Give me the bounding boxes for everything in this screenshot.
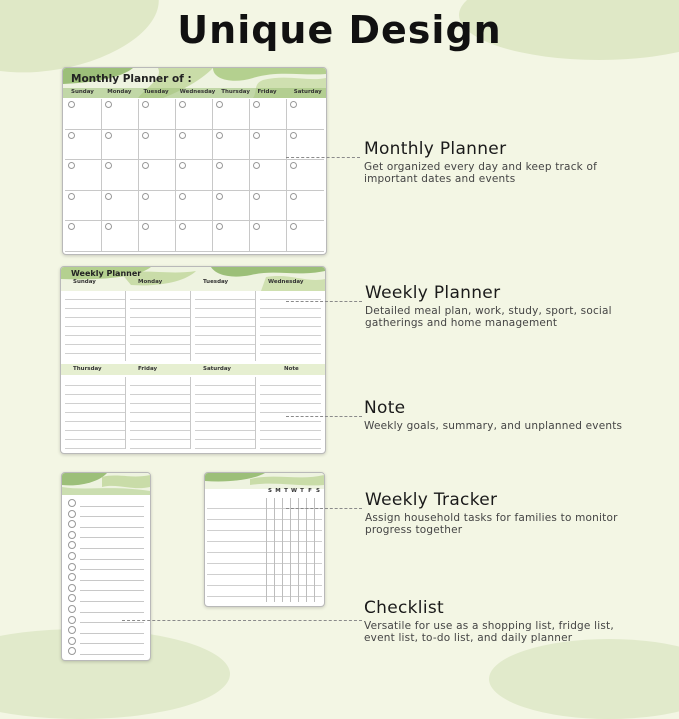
calendar-cell — [65, 191, 102, 222]
calendar-cell — [250, 160, 287, 191]
day-label: Monday — [107, 89, 132, 95]
calendar-cell — [213, 191, 250, 222]
checklist-row — [66, 614, 144, 625]
feature-monthly-planner — [364, 139, 664, 185]
calendar-cell — [250, 99, 287, 130]
checklist-row — [66, 550, 144, 561]
day-label: T — [300, 488, 304, 494]
leader-line — [286, 301, 362, 302]
day-label: S — [268, 488, 272, 494]
day-label: Sunday — [71, 89, 94, 95]
day-label: F — [308, 488, 312, 494]
green-wave-header — [62, 473, 150, 495]
day-label: Friday — [138, 366, 158, 372]
calendar-cell — [102, 99, 139, 130]
feature-title: Weekly Tracker — [365, 490, 498, 510]
calendar-cell — [65, 99, 102, 130]
lined-column — [130, 377, 191, 449]
day-label: Thursday — [221, 89, 250, 95]
calendar-cell — [213, 130, 250, 161]
monthly-planner-card — [62, 67, 327, 255]
feature-description: Weekly goals, summary, and unplanned events — [364, 420, 623, 432]
calendar-cell — [176, 130, 213, 161]
weekly-top-columns — [63, 291, 323, 361]
checklist-row — [66, 539, 144, 550]
calendar-cell — [287, 99, 324, 130]
calendar-cell — [102, 221, 139, 252]
calendar-cell — [287, 191, 324, 222]
lined-column — [195, 291, 256, 361]
calendar-cell — [213, 160, 250, 191]
weekly-top-day-headers — [63, 279, 323, 287]
leader-line — [286, 157, 360, 158]
feature-weekly-tracker — [365, 490, 665, 536]
day-label: Wednesday — [179, 89, 216, 95]
leader-line — [286, 508, 362, 509]
monthly-planner-title: Monthly Planner of : — [71, 73, 192, 85]
calendar-cell — [250, 191, 287, 222]
leader-line — [286, 416, 362, 417]
tracker-grid — [207, 498, 322, 602]
calendar-cell — [139, 221, 176, 252]
calendar-cell — [287, 130, 324, 161]
calendar-cell — [287, 221, 324, 252]
calendar-cell — [250, 221, 287, 252]
day-label: M — [275, 488, 281, 494]
calendar-cell — [65, 130, 102, 161]
calendar-cell — [176, 191, 213, 222]
tracker-day-headers — [266, 488, 322, 496]
calendar-cell — [65, 160, 102, 191]
green-wave-header — [205, 473, 324, 489]
calendar-cell — [176, 99, 213, 130]
monthly-day-headers — [65, 89, 324, 97]
checklist-row — [66, 645, 144, 656]
checklist-row — [66, 497, 144, 508]
lined-column — [65, 377, 126, 449]
day-label: Friday — [257, 89, 277, 95]
checklist-rows — [66, 497, 144, 652]
calendar-cell — [102, 130, 139, 161]
checklist-row — [66, 635, 144, 646]
weekly-planner-title: Weekly Planner — [71, 269, 142, 278]
page-title: Unique Design — [177, 8, 502, 52]
checklist-row — [66, 561, 144, 572]
leader-line — [122, 620, 362, 621]
calendar-cell — [176, 221, 213, 252]
checklist-row — [66, 508, 144, 519]
calendar-cell — [139, 99, 176, 130]
calendar-cell — [102, 160, 139, 191]
checklist-row — [66, 529, 144, 540]
day-label: Sunday — [73, 279, 96, 285]
day-label: T — [284, 488, 288, 494]
feature-title: Checklist — [364, 598, 444, 618]
checklist-row — [66, 571, 144, 582]
weekly-tracker-card — [204, 472, 325, 607]
monthly-calendar-grid — [65, 99, 324, 252]
feature-description: Detailed meal plan, work, study, sport, social gatherings and home management — [365, 305, 612, 329]
feature-title: Note — [364, 398, 406, 418]
calendar-cell — [213, 99, 250, 130]
lined-column — [260, 377, 321, 449]
weekly-bottom-columns — [63, 377, 323, 449]
checklist-card — [61, 472, 151, 661]
checklist-row — [66, 624, 144, 635]
checklist-row — [66, 582, 144, 593]
calendar-cell — [139, 130, 176, 161]
lined-column — [65, 291, 126, 361]
checklist-row — [66, 518, 144, 529]
day-label: Saturday — [293, 89, 322, 95]
calendar-cell — [213, 221, 250, 252]
weekly-bottom-day-headers — [63, 366, 323, 374]
checklist-row — [66, 592, 144, 603]
feature-description: Assign household tasks for families to monitor progress together — [365, 512, 618, 536]
background-blob — [489, 639, 679, 719]
feature-checklist — [364, 598, 664, 644]
feature-description: Get organized every day and keep track of important dates and events — [364, 161, 598, 185]
calendar-cell — [65, 221, 102, 252]
calendar-cell — [139, 191, 176, 222]
day-label: Tuesday — [143, 89, 169, 95]
day-label: Note — [284, 366, 299, 372]
calendar-cell — [287, 160, 324, 191]
day-label: Saturday — [203, 366, 231, 372]
day-label: Monday — [138, 279, 163, 285]
calendar-cell — [250, 130, 287, 161]
lined-column — [130, 291, 191, 361]
day-label: Tuesday — [203, 279, 229, 285]
feature-title: Monthly Planner — [364, 139, 507, 159]
day-label: Thursday — [73, 366, 102, 372]
weekly-planner-card — [60, 266, 326, 454]
calendar-cell — [139, 160, 176, 191]
lined-column — [195, 377, 256, 449]
feature-description: Versatile for use as a shopping list, fridge list, event list, to-do list, and daily planner — [364, 620, 614, 644]
calendar-cell — [176, 160, 213, 191]
feature-note — [364, 398, 674, 432]
day-label: Wednesday — [268, 279, 304, 285]
checklist-row — [66, 603, 144, 614]
feature-weekly-planner — [365, 283, 665, 329]
calendar-cell — [102, 191, 139, 222]
day-label: S — [316, 488, 320, 494]
tracker-day-columns — [266, 498, 322, 602]
feature-title: Weekly Planner — [365, 283, 501, 303]
day-label: W — [290, 488, 298, 494]
